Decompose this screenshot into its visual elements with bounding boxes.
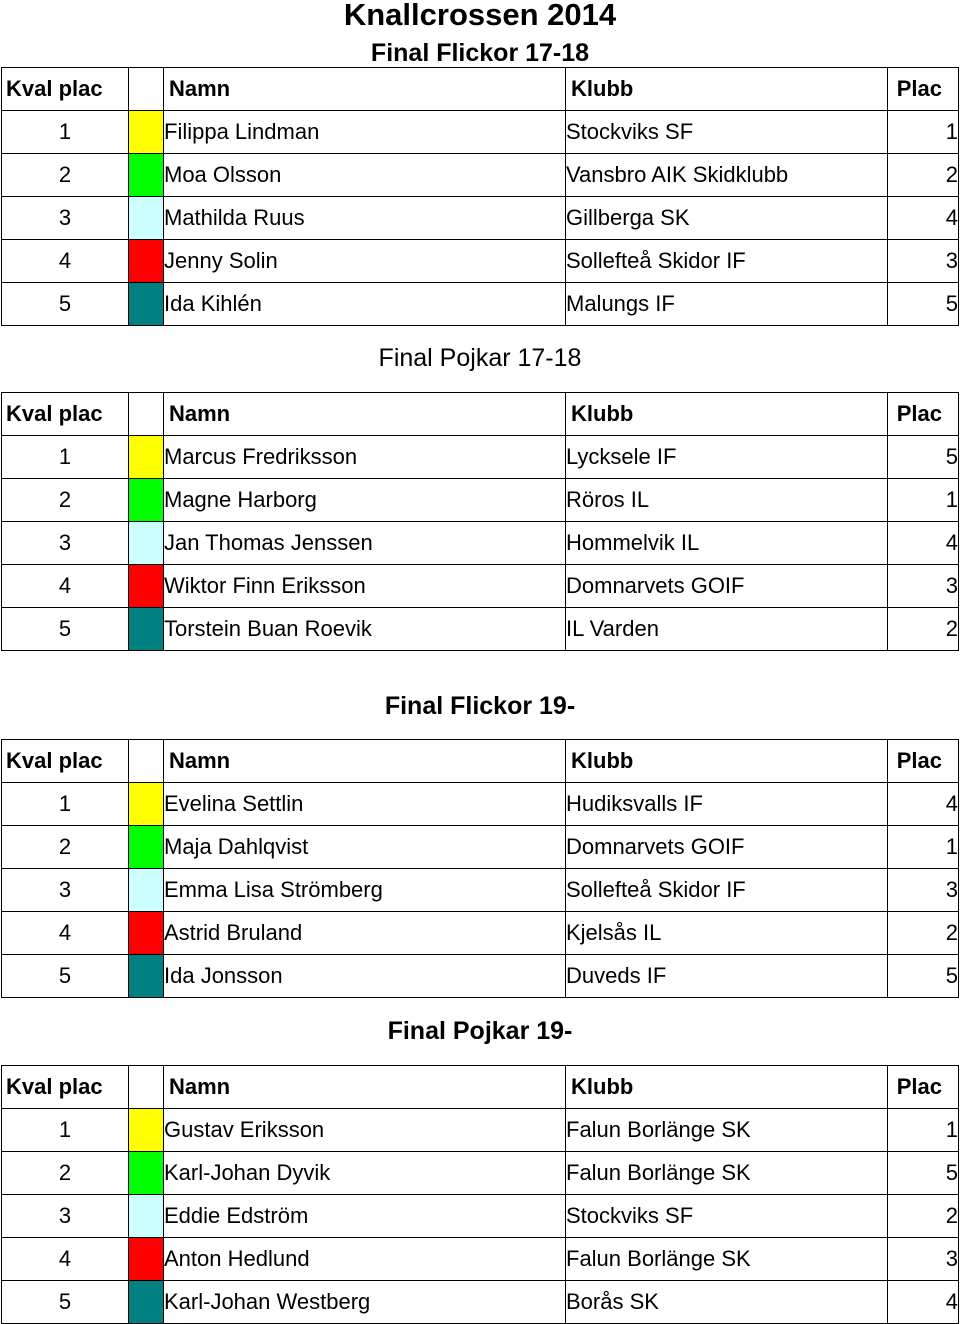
table-row	[2, 783, 959, 826]
table-row	[2, 522, 959, 565]
athlete-name-cell: Eddie Edström	[164, 1195, 566, 1238]
athlete-name-cell: Moa Olsson	[164, 154, 566, 197]
athlete-name-cell: Gustav Eriksson	[164, 1109, 566, 1152]
lane-color-swatch	[129, 826, 164, 869]
header-klubb: Klubb	[566, 393, 888, 436]
kval-plac-cell: 2	[2, 1152, 129, 1195]
lane-color-swatch	[129, 479, 164, 522]
club-cell: Domnarvets GOIF	[566, 826, 888, 869]
table-row	[2, 826, 959, 869]
table-row	[2, 565, 959, 608]
table-row	[2, 608, 959, 651]
table-row	[2, 154, 959, 197]
club-cell: Stockviks SF	[566, 1195, 888, 1238]
header-plac: Plac	[888, 393, 959, 436]
club-cell: Duveds IF	[566, 955, 888, 998]
final-plac-cell: 2	[888, 912, 959, 955]
kval-plac-cell: 2	[2, 479, 129, 522]
header-plac: Plac	[888, 68, 959, 111]
header-namn: Namn	[164, 393, 566, 436]
final-plac-cell: 3	[888, 869, 959, 912]
athlete-name-cell: Torstein Buan Roevik	[164, 608, 566, 651]
lane-color-swatch	[129, 608, 164, 651]
kval-plac-cell: 3	[2, 197, 129, 240]
final-plac-cell: 1	[888, 111, 959, 154]
lane-color-swatch	[129, 111, 164, 154]
header-kval-plac: Kval plac	[2, 740, 129, 783]
athlete-name-cell: Evelina Settlin	[164, 783, 566, 826]
final-plac-cell: 5	[888, 436, 959, 479]
header-kval-plac: Kval plac	[2, 393, 129, 436]
kval-plac-cell: 1	[2, 436, 129, 479]
results-table-pojkar-19	[1, 1065, 959, 1324]
final-plac-cell: 5	[888, 955, 959, 998]
final-plac-cell: 4	[888, 197, 959, 240]
kval-plac-cell: 3	[2, 1195, 129, 1238]
table-row	[2, 197, 959, 240]
club-cell: Falun Borlänge SK	[566, 1152, 888, 1195]
club-cell: Gillberga SK	[566, 197, 888, 240]
athlete-name-cell: Filippa Lindman	[164, 111, 566, 154]
kval-plac-cell: 2	[2, 826, 129, 869]
table-row	[2, 283, 959, 326]
header-kval-plac: Kval plac	[2, 1066, 129, 1109]
lane-color-swatch	[129, 1152, 164, 1195]
results-table-pojkar-17-18	[1, 392, 959, 651]
lane-color-swatch	[129, 283, 164, 326]
club-cell: Hommelvik IL	[566, 522, 888, 565]
lane-color-swatch	[129, 154, 164, 197]
final-plac-cell: 5	[888, 1152, 959, 1195]
final-plac-cell: 2	[888, 154, 959, 197]
header-color-swatch	[129, 1066, 164, 1109]
lane-color-swatch	[129, 912, 164, 955]
header-color-swatch	[129, 740, 164, 783]
final-plac-cell: 1	[888, 826, 959, 869]
lane-color-swatch	[129, 869, 164, 912]
athlete-name-cell: Anton Hedlund	[164, 1238, 566, 1281]
lane-color-swatch	[129, 522, 164, 565]
final-plac-cell: 2	[888, 1195, 959, 1238]
kval-plac-cell: 1	[2, 783, 129, 826]
section-title-pojkar-17-18: Final Pojkar 17-18	[378, 344, 582, 372]
club-cell: Borås SK	[566, 1281, 888, 1324]
table-row	[2, 1109, 959, 1152]
header-namn: Namn	[164, 68, 566, 111]
kval-plac-cell: 4	[2, 240, 129, 283]
kval-plac-cell: 5	[2, 955, 129, 998]
header-klubb: Klubb	[566, 68, 888, 111]
kval-plac-cell: 4	[2, 1238, 129, 1281]
athlete-name-cell: Astrid Bruland	[164, 912, 566, 955]
club-cell: Vansbro AIK Skidklubb	[566, 154, 888, 197]
final-plac-cell: 3	[888, 1238, 959, 1281]
club-cell: Malungs IF	[566, 283, 888, 326]
athlete-name-cell: Magne Harborg	[164, 479, 566, 522]
header-plac: Plac	[888, 740, 959, 783]
club-cell: Falun Borlänge SK	[566, 1109, 888, 1152]
results-table-flickor-17-18	[1, 67, 959, 326]
table-row	[2, 912, 959, 955]
kval-plac-cell: 1	[2, 111, 129, 154]
section-title-flickor-19: Final Flickor 19-	[384, 692, 576, 720]
table-row	[2, 111, 959, 154]
table-header-row	[2, 68, 959, 111]
table-header-row	[2, 1066, 959, 1109]
kval-plac-cell: 4	[2, 912, 129, 955]
header-namn: Namn	[164, 740, 566, 783]
header-plac: Plac	[888, 1066, 959, 1109]
athlete-name-cell: Emma Lisa Strömberg	[164, 869, 566, 912]
final-plac-cell: 5	[888, 283, 959, 326]
table-row	[2, 955, 959, 998]
table-row	[2, 240, 959, 283]
section-title-flickor-17-18: Final Flickor 17-18	[370, 39, 590, 67]
table-row	[2, 1281, 959, 1324]
final-plac-cell: 3	[888, 240, 959, 283]
athlete-name-cell: Ida Kihlén	[164, 283, 566, 326]
final-plac-cell: 2	[888, 608, 959, 651]
athlete-name-cell: Maja Dahlqvist	[164, 826, 566, 869]
table-row	[2, 479, 959, 522]
lane-color-swatch	[129, 436, 164, 479]
lane-color-swatch	[129, 955, 164, 998]
table-row	[2, 1152, 959, 1195]
athlete-name-cell: Karl-Johan Westberg	[164, 1281, 566, 1324]
club-cell: Sollefteå Skidor IF	[566, 869, 888, 912]
lane-color-swatch	[129, 197, 164, 240]
athlete-name-cell: Karl-Johan Dyvik	[164, 1152, 566, 1195]
athlete-name-cell: Jenny Solin	[164, 240, 566, 283]
lane-color-swatch	[129, 565, 164, 608]
header-kval-plac: Kval plac	[2, 68, 129, 111]
header-color-swatch	[129, 393, 164, 436]
club-cell: Röros IL	[566, 479, 888, 522]
results-table-flickor-19	[1, 739, 959, 998]
lane-color-swatch	[129, 1238, 164, 1281]
header-namn: Namn	[164, 1066, 566, 1109]
athlete-name-cell: Mathilda Ruus	[164, 197, 566, 240]
lane-color-swatch	[129, 240, 164, 283]
kval-plac-cell: 3	[2, 869, 129, 912]
kval-plac-cell: 4	[2, 565, 129, 608]
final-plac-cell: 3	[888, 565, 959, 608]
table-header-row	[2, 393, 959, 436]
header-klubb: Klubb	[566, 1066, 888, 1109]
club-cell: Falun Borlänge SK	[566, 1238, 888, 1281]
document-title: Knallcrossen 2014	[343, 0, 617, 32]
kval-plac-cell: 5	[2, 608, 129, 651]
section-title-pojkar-19: Final Pojkar 19-	[387, 1017, 573, 1045]
final-plac-cell: 4	[888, 522, 959, 565]
athlete-name-cell: Ida Jonsson	[164, 955, 566, 998]
club-cell: Domnarvets GOIF	[566, 565, 888, 608]
club-cell: Kjelsås IL	[566, 912, 888, 955]
table-header-row	[2, 740, 959, 783]
athlete-name-cell: Jan Thomas Jenssen	[164, 522, 566, 565]
header-color-swatch	[129, 68, 164, 111]
club-cell: Hudiksvalls IF	[566, 783, 888, 826]
club-cell: Lycksele IF	[566, 436, 888, 479]
kval-plac-cell: 2	[2, 154, 129, 197]
kval-plac-cell: 1	[2, 1109, 129, 1152]
final-plac-cell: 1	[888, 1109, 959, 1152]
club-cell: IL Varden	[566, 608, 888, 651]
lane-color-swatch	[129, 1109, 164, 1152]
final-plac-cell: 4	[888, 1281, 959, 1324]
kval-plac-cell: 5	[2, 1281, 129, 1324]
table-row	[2, 436, 959, 479]
club-cell: Sollefteå Skidor IF	[566, 240, 888, 283]
lane-color-swatch	[129, 783, 164, 826]
table-row	[2, 1195, 959, 1238]
header-klubb: Klubb	[566, 740, 888, 783]
club-cell: Stockviks SF	[566, 111, 888, 154]
lane-color-swatch	[129, 1195, 164, 1238]
lane-color-swatch	[129, 1281, 164, 1324]
kval-plac-cell: 3	[2, 522, 129, 565]
final-plac-cell: 1	[888, 479, 959, 522]
kval-plac-cell: 5	[2, 283, 129, 326]
athlete-name-cell: Marcus Fredriksson	[164, 436, 566, 479]
final-plac-cell: 4	[888, 783, 959, 826]
athlete-name-cell: Wiktor Finn Eriksson	[164, 565, 566, 608]
table-row	[2, 1238, 959, 1281]
table-row	[2, 869, 959, 912]
